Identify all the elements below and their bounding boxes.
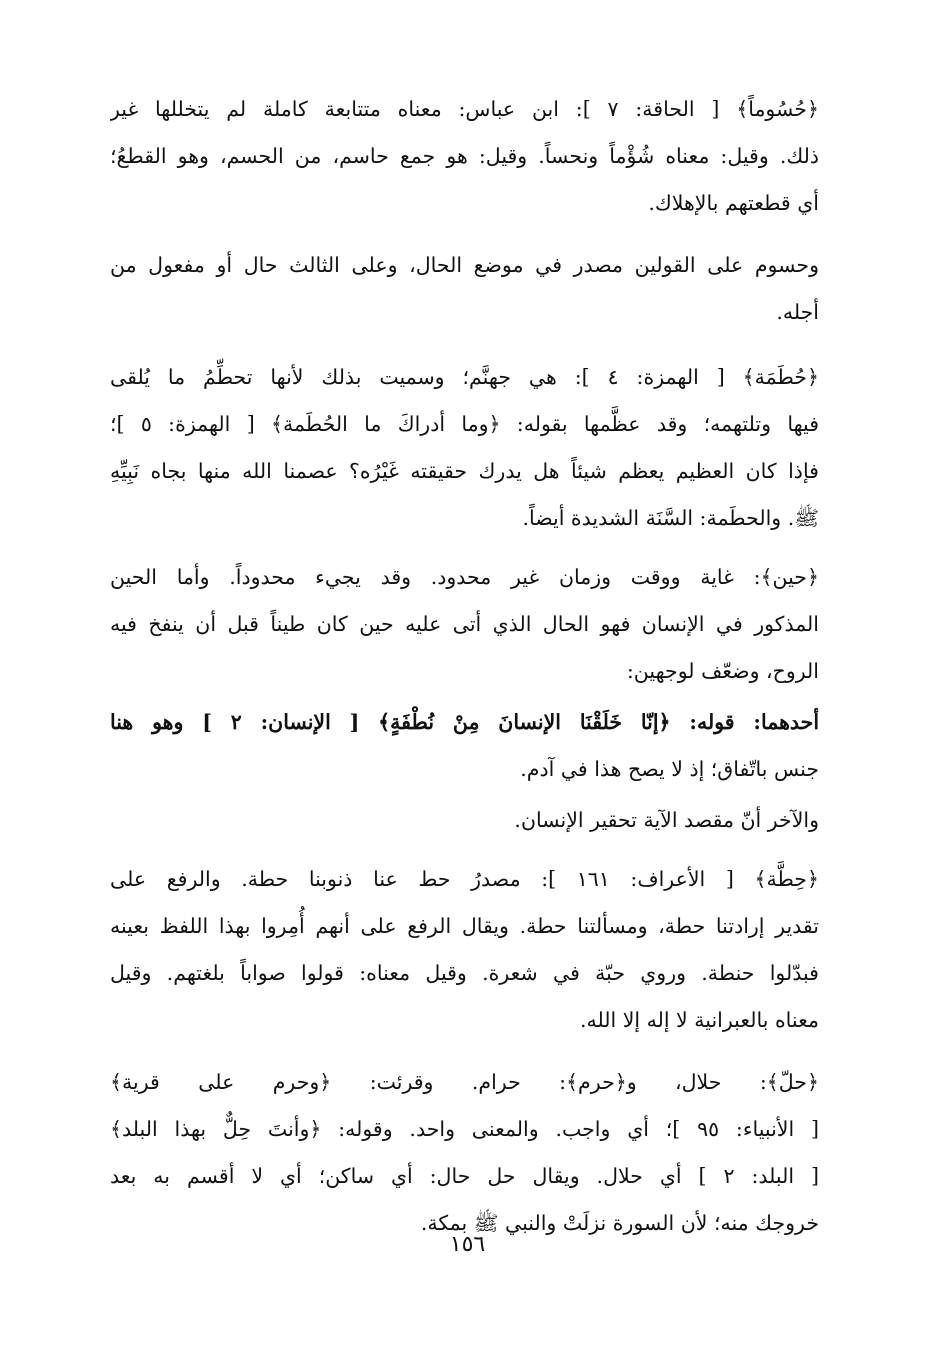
- entry-hitta: [110, 856, 819, 1044]
- text-line: أجله.: [776, 300, 819, 324]
- text-line: تقدير إرادتنا حطة، ومسألتنا حطة. ويقال الرفع على أنهم أُمِروا بهذا اللفظ بعينه: [110, 914, 819, 938]
- text-line: أي قطعتهم بالإهلاك.: [648, 191, 819, 215]
- page-number: ١٥٦: [449, 1232, 486, 1257]
- entry-hutama: [110, 354, 819, 542]
- text-line: ﴿حُسُوماً﴾ [ الحاقة: ٧ ]: ابن عباس: معناه متتابعة كاملة لم يتخللها غير: [110, 97, 819, 121]
- text-line: فبدّلوا حنطة. وروي حبّة في شعرة. وقيل معناه: قولوا صواباً بلغتهم. وقيل: [110, 961, 819, 985]
- text-line: [ البلد: ٢ ] أي حلال. ويقال حل حال: أي ساكن؛ أي لا أقسم به بعد: [110, 1164, 819, 1188]
- text-line: ﴿حُطَمَة﴾ [ الهمزة: ٤ ]: هي جهنَّم؛ وسميت بذلك لأنها تحطِّمُ ما يُلقى: [110, 365, 819, 389]
- text-line: وحسوم على القولين مصدر في موضع الحال، وعلى الثالث حال أو مفعول من: [110, 253, 819, 277]
- entry-husum: [110, 86, 819, 227]
- entry-hin: [110, 554, 819, 695]
- text-line: أحدهما: قوله: ﴿إنّا خَلَقْنَا الإنسانَ مِنْ نُطْفَةٍ﴾ [ الإنسان: ٢ ] وهو هنا: [110, 710, 819, 734]
- text-line: فيها وتلتهمه؛ وقد عظَّمها بقوله: ﴿وما أدراكَ ما الحُطَمة﴾ [ الهمزة: ٥ ]؛: [110, 412, 819, 436]
- text-line: خروجك منه؛ لأن السورة نزلَتْ والنبي ﷺ بمكة.: [420, 1211, 819, 1235]
- text-line: ﷺ. والحطَمة: السَّنَة الشديدة أيضاً.: [522, 506, 819, 530]
- text-line: [ الأنبياء: ٩٥ ]؛ أي واجب. والمعنى واحد. وقوله: ﴿وأنتَ حِلٌّ بهذا البلد﴾: [110, 1117, 819, 1141]
- text-line: معناه بالعبرانية لا إله إلا الله.: [579, 1008, 819, 1032]
- text-line: ذلك. وقيل: معناه شُؤْماً ونحساً. وقيل: هو جمع حاسم، من الحسم، وهو القطعُ؛: [110, 144, 819, 168]
- text-line: المذكور في الإنسان فهو الحال الذي أتى عليه حين كان طيناً قبل أن ينفخ فيه: [110, 612, 819, 636]
- text-line: ﴿حِطَّة﴾ [ الأعراف: ١٦١ ]: مصدرُ حط عنا ذنوبنا حطة. والرفع على: [110, 867, 819, 891]
- text-line: ﴿حين﴾: غاية ووقت وزمان غير محدود. وقد يجيء محدوداً. وأما الحين: [110, 565, 819, 589]
- text-line: فإذا كان العظيم يعظم شيئاً هل يدرك حقيقته غَيْرُه؟ عصمنا الله منها بجاه نَبِيِّهِ: [110, 459, 819, 483]
- entry-hin-second-reason: [110, 797, 819, 844]
- text-line: جنس باتّفاق؛ إذ لا يصح هذا في آدم.: [520, 757, 819, 781]
- entry-husum-grammar: [110, 242, 819, 336]
- text-line: ﴿حلّ﴾: حلال، و﴿حرم﴾: حرام. وقرئت: ﴿وحرم على قرية﴾: [110, 1070, 819, 1094]
- text-line: الروح، وضعّف لوجهين:: [626, 659, 819, 683]
- entry-hin-first-reason: [110, 699, 819, 793]
- text-line: والآخر أنّ مقصد الآية تحقير الإنسان.: [514, 808, 819, 832]
- entry-hill: [110, 1059, 819, 1247]
